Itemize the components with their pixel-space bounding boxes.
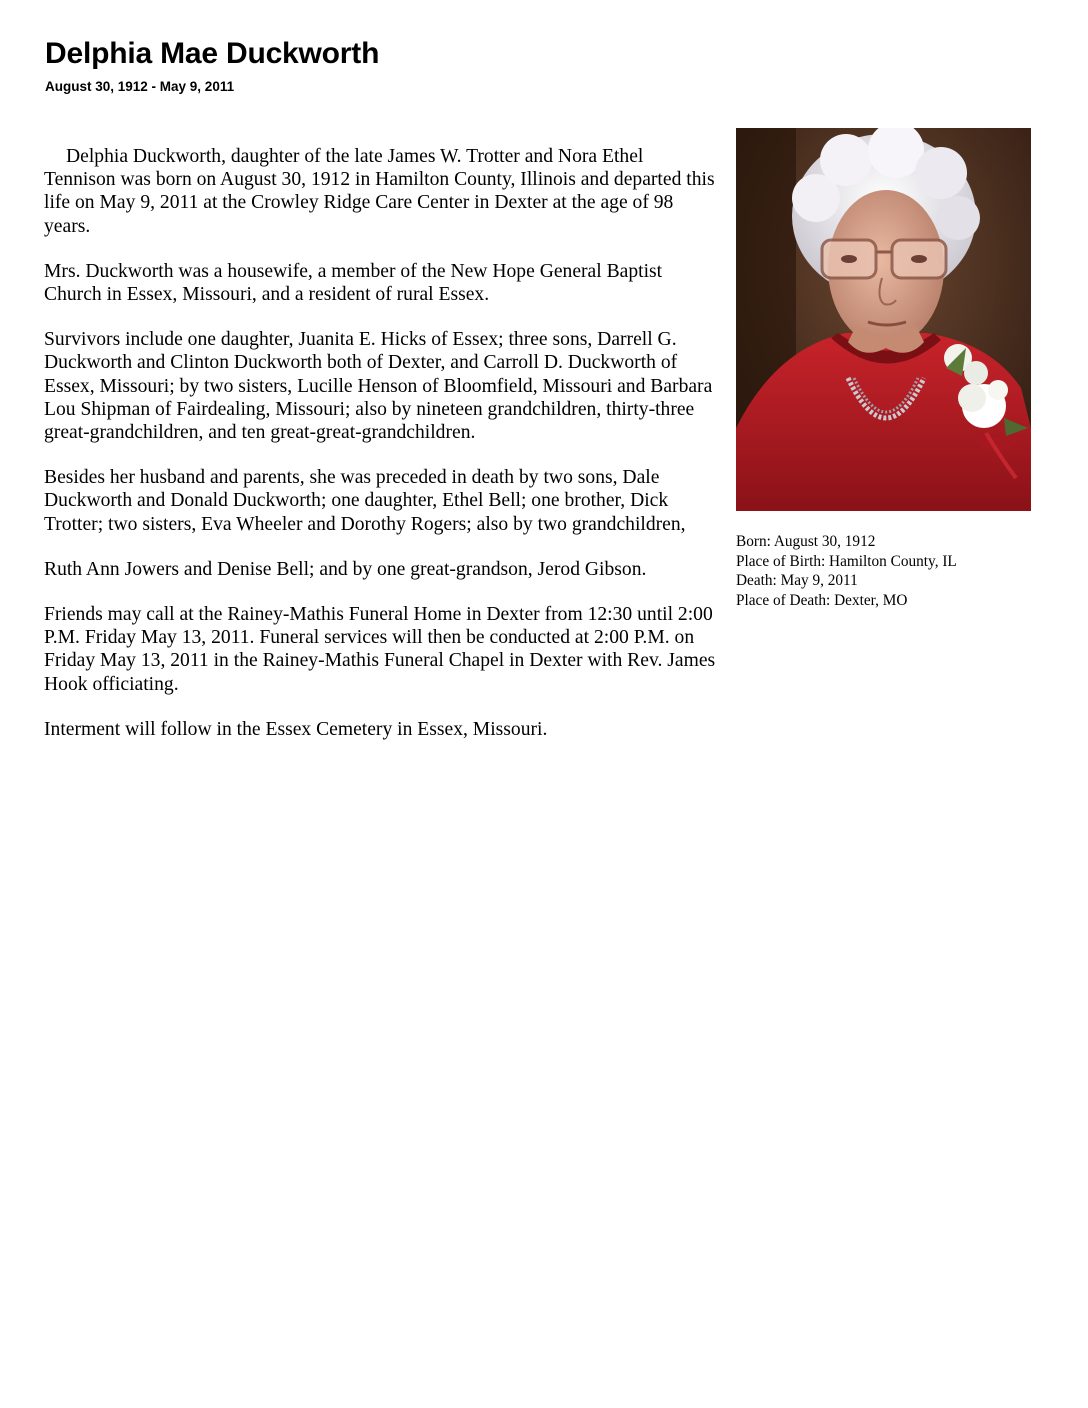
fact-place-of-death: Place of Death: Dexter, MO bbox=[736, 591, 908, 609]
obituary-paragraph: Friends may call at the Rainey-Mathis Funeral Home in Dexter from 12:30 until 2:00 P.M. Friday May 13, 2011. Funeral services will then be conducted at 2:00 P.M. on Friday May 13, 2011 in the Rainey-Mathis Funeral Chapel in Dexter with Rev. James Hook officiating. bbox=[44, 604, 716, 695]
obituary-paragraph: Delphia Duckworth, daughter of the late James W. Trotter and Nora Ethel Tennison was born on August 30, 1912 in Hamilton County, Illinois and departed this life on May 9, 2011 at the Crowley Ridge Care Center in Dexter at the age of 98 years. bbox=[44, 146, 715, 237]
fact-born: Born: August 30, 1912 bbox=[736, 533, 876, 550]
obituary-paragraph: Interment will follow in the Essex Cemetery in Essex, Missouri. bbox=[44, 718, 548, 740]
fact-death: Death: May 9, 2011 bbox=[736, 572, 858, 589]
obituary-paragraph: Mrs. Duckworth was a housewife, a member of the New Hope General Baptist Church in Essex, Missouri, and a resident of rural Essex. bbox=[44, 260, 663, 306]
life-dates: August 30, 1912 - May 9, 2011 bbox=[45, 79, 235, 94]
vital-facts bbox=[736, 532, 1056, 610]
page-title: Delphia Mae Duckworth bbox=[45, 37, 380, 70]
portrait-photo bbox=[736, 128, 1031, 511]
obituary-paragraph: Besides her husband and parents, she was preceded in death by two sons, Dale Duckworth and Donald Duckworth; one daughter, Ethel Bell; one brother, Dick Trotter; two sisters, Eva Wheeler and Dorothy Rogers; also by two grandchildren, bbox=[44, 467, 686, 535]
obituary-text bbox=[44, 145, 716, 763]
fact-place-of-birth: Place of Birth: Hamilton County, IL bbox=[736, 552, 957, 570]
obituary-paragraph: Ruth Ann Jowers and Denise Bell; and by one great-grandson, Jerod Gibson. bbox=[44, 558, 647, 580]
obituary-paragraph: Survivors include one daughter, Juanita E. Hicks of Essex; three sons, Darrell G. Duckworth and Clinton Duckworth both of Dexter, and Carroll D. Duckworth of Essex, Missouri; by two sisters, Lucille Henson of Bloomfield, Missouri and Barbara Lou Shipman of Fairdealing, Missouri; also by nineteen grandchildren, thirty-three great-grandchildren, and ten great-great-grandchildren. bbox=[44, 329, 713, 444]
portrait-illustration bbox=[736, 128, 1031, 511]
